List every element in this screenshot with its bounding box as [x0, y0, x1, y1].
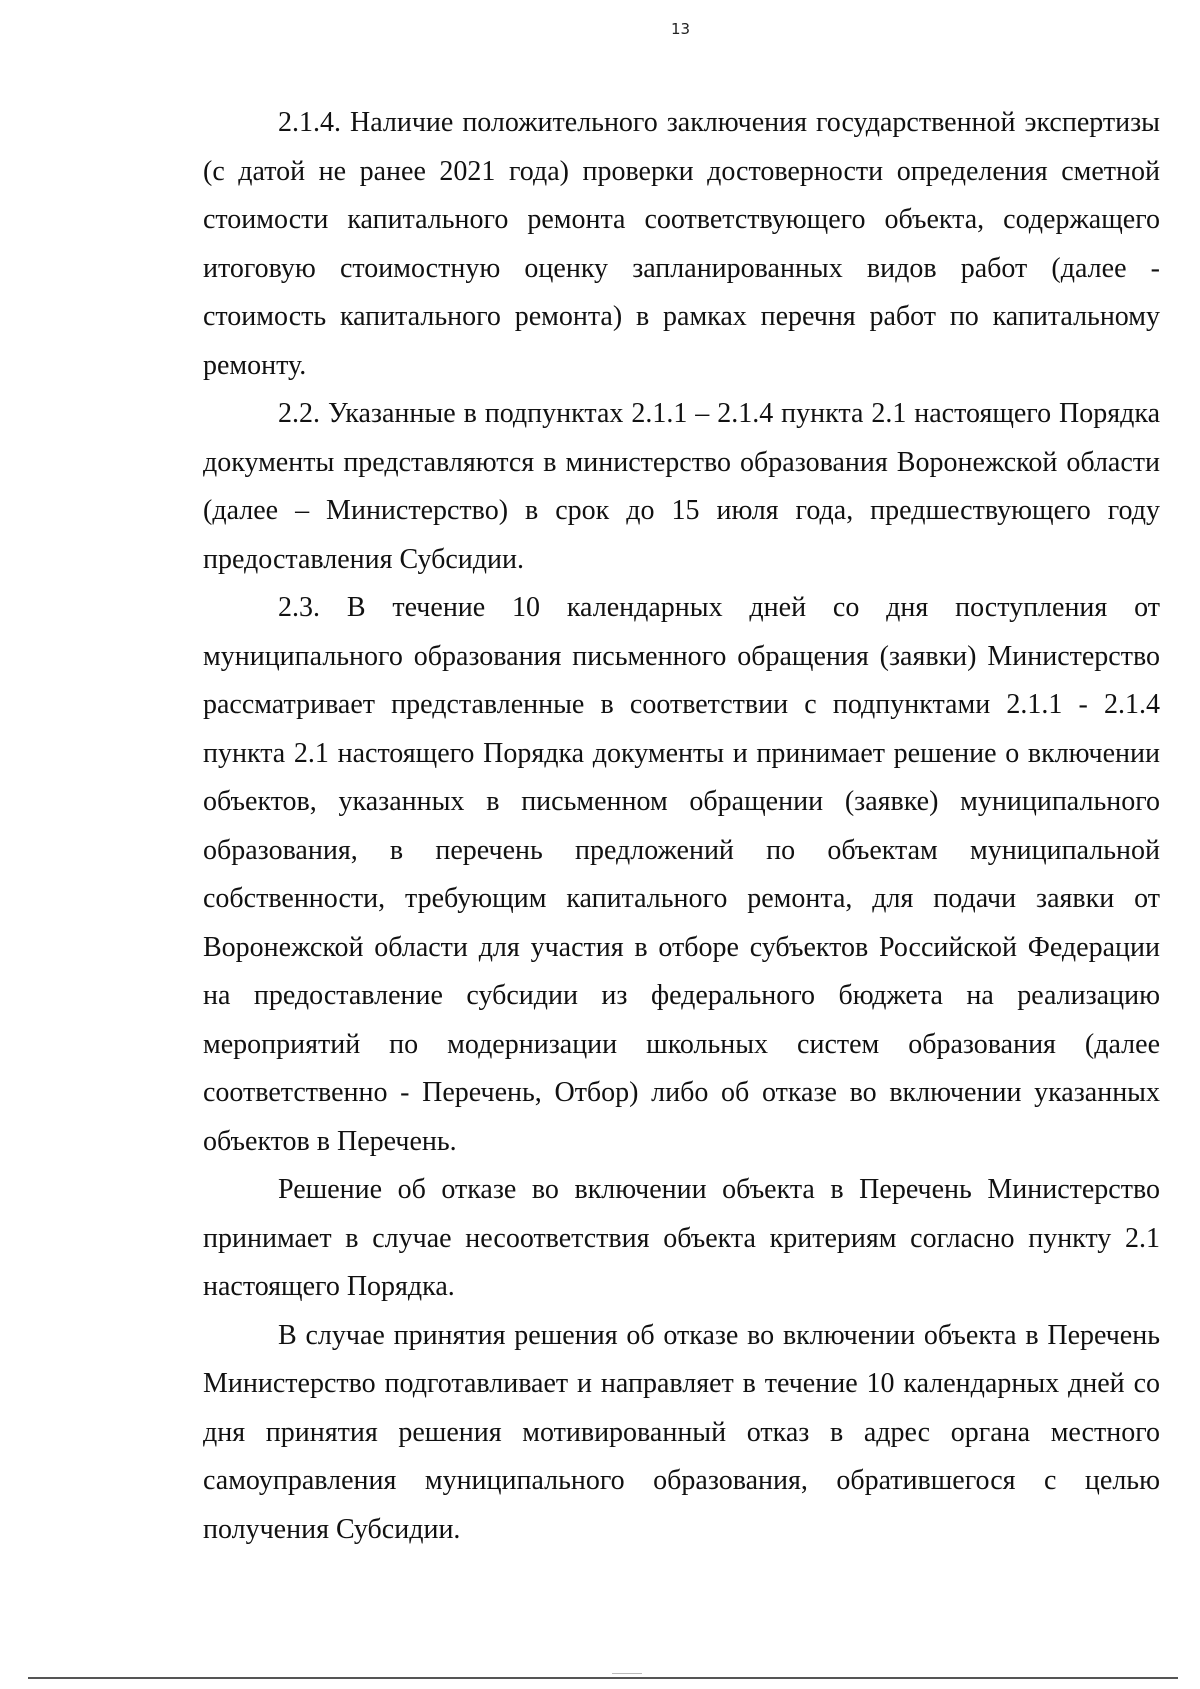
paragraph-2-3: 2.3. В течение 10 календарных дней со дня поступления от муниципального образования письменного обращения (заявки) Министерство рассматривает представленные в соответствии с подпунктами 2.1.1 - 2.1.4 пункта 2.1 настоящего Порядка документы и принимает решение о включении объектов, указанных в письменном обращении (заявке) муниципального образования, в перечень предложений по объектам муниципальной собственности, требующим капитального ремонта, для подачи заявки от Воронежской области для участия в отборе субъектов Российской Федерации на предоставление субсидии из федерального бюджета на реализацию мероприятий по модернизации школьных систем образования (далее соответственно - Перечень, Отбор) либо об отказе во включении указанных объектов в Перечень.	[203, 592, 1160, 1157]
document-body	[203, 99, 1160, 1554]
scan-artifact-line	[612, 1673, 642, 1674]
paragraph-refusal-notice: В случае принятия решения об отказе во включении объекта в Перечень Министерство подготавливает и направляет в течение 10 календарных дней со дня принятия решения мотивированный отказ в адрес органа местного самоуправления муниципального образования, обратившегося с целью получения Субсидии.	[203, 1319, 1160, 1545]
paragraph-2-2: 2.2. Указанные в подпунктах 2.1.1 – 2.1.4 пункта 2.1 настоящего Порядка документы представляются в министерство образования Воронежской области (далее – Министерство) в срок до 15 июля года, предшествующего году предоставления Субсидии.	[203, 398, 1160, 575]
paragraph-refusal-decision: Решение об отказе во включении объекта в Перечень Министерство принимает в случае несоответствия объекта критериям согласно пункту 2.1 настоящего Порядка.	[203, 1174, 1160, 1302]
paragraph-2-1-4: 2.1.4. Наличие положительного заключения государственной экспертизы (с датой не ранее 2021 года) проверки достоверности определения сметной стоимости капитального ремонта соответствующего объекта, содержащего итоговую стоимостную оценку запланированных видов работ (далее - стоимость капитального ремонта) в рамках перечня работ по капитальному ремонту.	[203, 107, 1160, 381]
page-number: 13	[670, 20, 691, 38]
bottom-divider	[28, 1677, 1178, 1679]
